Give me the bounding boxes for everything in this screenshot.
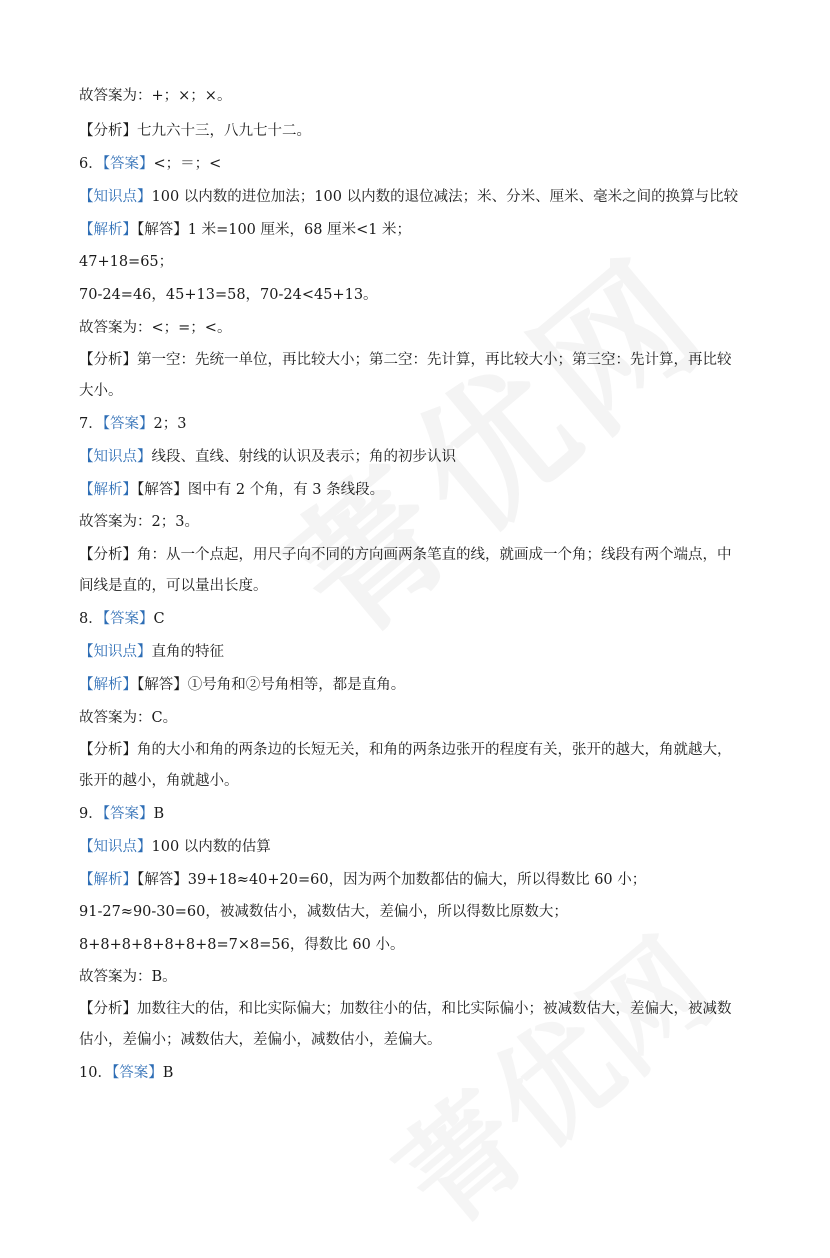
answer-tag: 【答案】 xyxy=(102,611,154,627)
line: 张开的越小，角就越小。 xyxy=(79,773,239,789)
knowledge-tag: 【知识点】 xyxy=(79,189,152,205)
analysis-line: 【解析】【解答】①号角和②号角相等，都是直角。 xyxy=(79,677,406,693)
line: 故答案为：+；×；×。 xyxy=(79,88,232,104)
analysis-line: 【解析】【解答】图中有 2 个角，有 3 条线段。 xyxy=(79,482,385,498)
answer-heading-10: 10．【答案】B xyxy=(79,1065,174,1081)
line: 【分析】加数往大的估，和比实际偏大；加数往小的估，和比实际偏小；被减数估大，差偏大，被减数 xyxy=(79,1001,732,1017)
line: 故答案为：<；=；<。 xyxy=(79,320,232,336)
answer-tag: 【答案】 xyxy=(102,416,154,432)
knowledge-tag: 【知识点】 xyxy=(79,449,152,465)
line: 47+18=65； xyxy=(79,254,174,270)
analysis-tag: 【解析】 xyxy=(79,482,137,498)
line: 故答案为：C。 xyxy=(79,710,178,726)
line: 故答案为：B。 xyxy=(79,969,177,985)
line: 估小，差偏小；减数估大，差偏小，减数估小，差偏大。 xyxy=(79,1032,442,1048)
analysis-line: 【解析】【解答】39+18≈40+20=60，因为两个加数都估的偏大，所以得数比 60 小； xyxy=(79,872,647,888)
answer-tag: 【答案】 xyxy=(111,1065,163,1081)
line: 【分析】第一空：先统一单位，再比较大小；第二空：先计算，再比较大小；第三空：先计算，再比较 xyxy=(79,352,732,368)
analysis-line: 【解析】【解答】1 米=100 厘米，68 厘米<1 米； xyxy=(79,222,412,238)
knowledge-tag: 【知识点】 xyxy=(79,839,152,855)
knowledge-line: 【知识点】100 以内数的进位加法；100 以内数的退位减法；米、分米、厘米、毫米之间的换算与比较 xyxy=(79,189,739,205)
line: 间线是直的，可以量出长度。 xyxy=(79,578,268,594)
analysis-tag: 【解析】 xyxy=(79,677,137,693)
answer-heading-8: 8．【答案】C xyxy=(79,611,165,627)
line: 8+8+8+8+8+8+8=7×8=56，得数比 60 小。 xyxy=(79,937,405,953)
answer-heading-6: 6．【答案】<；＝；< xyxy=(79,156,222,172)
knowledge-line: 【知识点】直角的特征 xyxy=(79,644,224,660)
watermark xyxy=(237,201,744,675)
answer-tag: 【答案】 xyxy=(102,156,154,172)
knowledge-line: 【知识点】100 以内数的估算 xyxy=(79,839,271,855)
answer-heading-7: 7．【答案】2；3 xyxy=(79,416,187,432)
line: 【分析】角：从一个点起，用尺子向不同的方向画两条笔直的线，就画成一个角；线段有两个端点，中 xyxy=(79,547,732,563)
line: 【分析】七九六十三，八九七十二。 xyxy=(79,123,311,139)
line: 【分析】角的大小和角的两条边的长短无关，和角的两条边张开的程度有关，张开的越大，角就越大， xyxy=(79,742,732,758)
analysis-tag: 【解析】 xyxy=(79,872,137,888)
line: 大小。 xyxy=(79,383,123,399)
answer-tag: 【答案】 xyxy=(102,806,154,822)
analysis-tag: 【解析】 xyxy=(79,222,137,238)
line: 91-27≈90-30=60，被减数估小，减数估大，差偏小，所以得数比原数大； xyxy=(79,904,568,920)
knowledge-line: 【知识点】线段、直线、射线的认识及表示；角的初步认识 xyxy=(79,449,456,465)
answer-heading-9: 9．【答案】B xyxy=(79,806,165,822)
knowledge-tag: 【知识点】 xyxy=(79,644,152,660)
line: 故答案为：2；3。 xyxy=(79,514,199,530)
line: 70-24=46，45+13=58，70-24<45+13。 xyxy=(79,287,378,303)
